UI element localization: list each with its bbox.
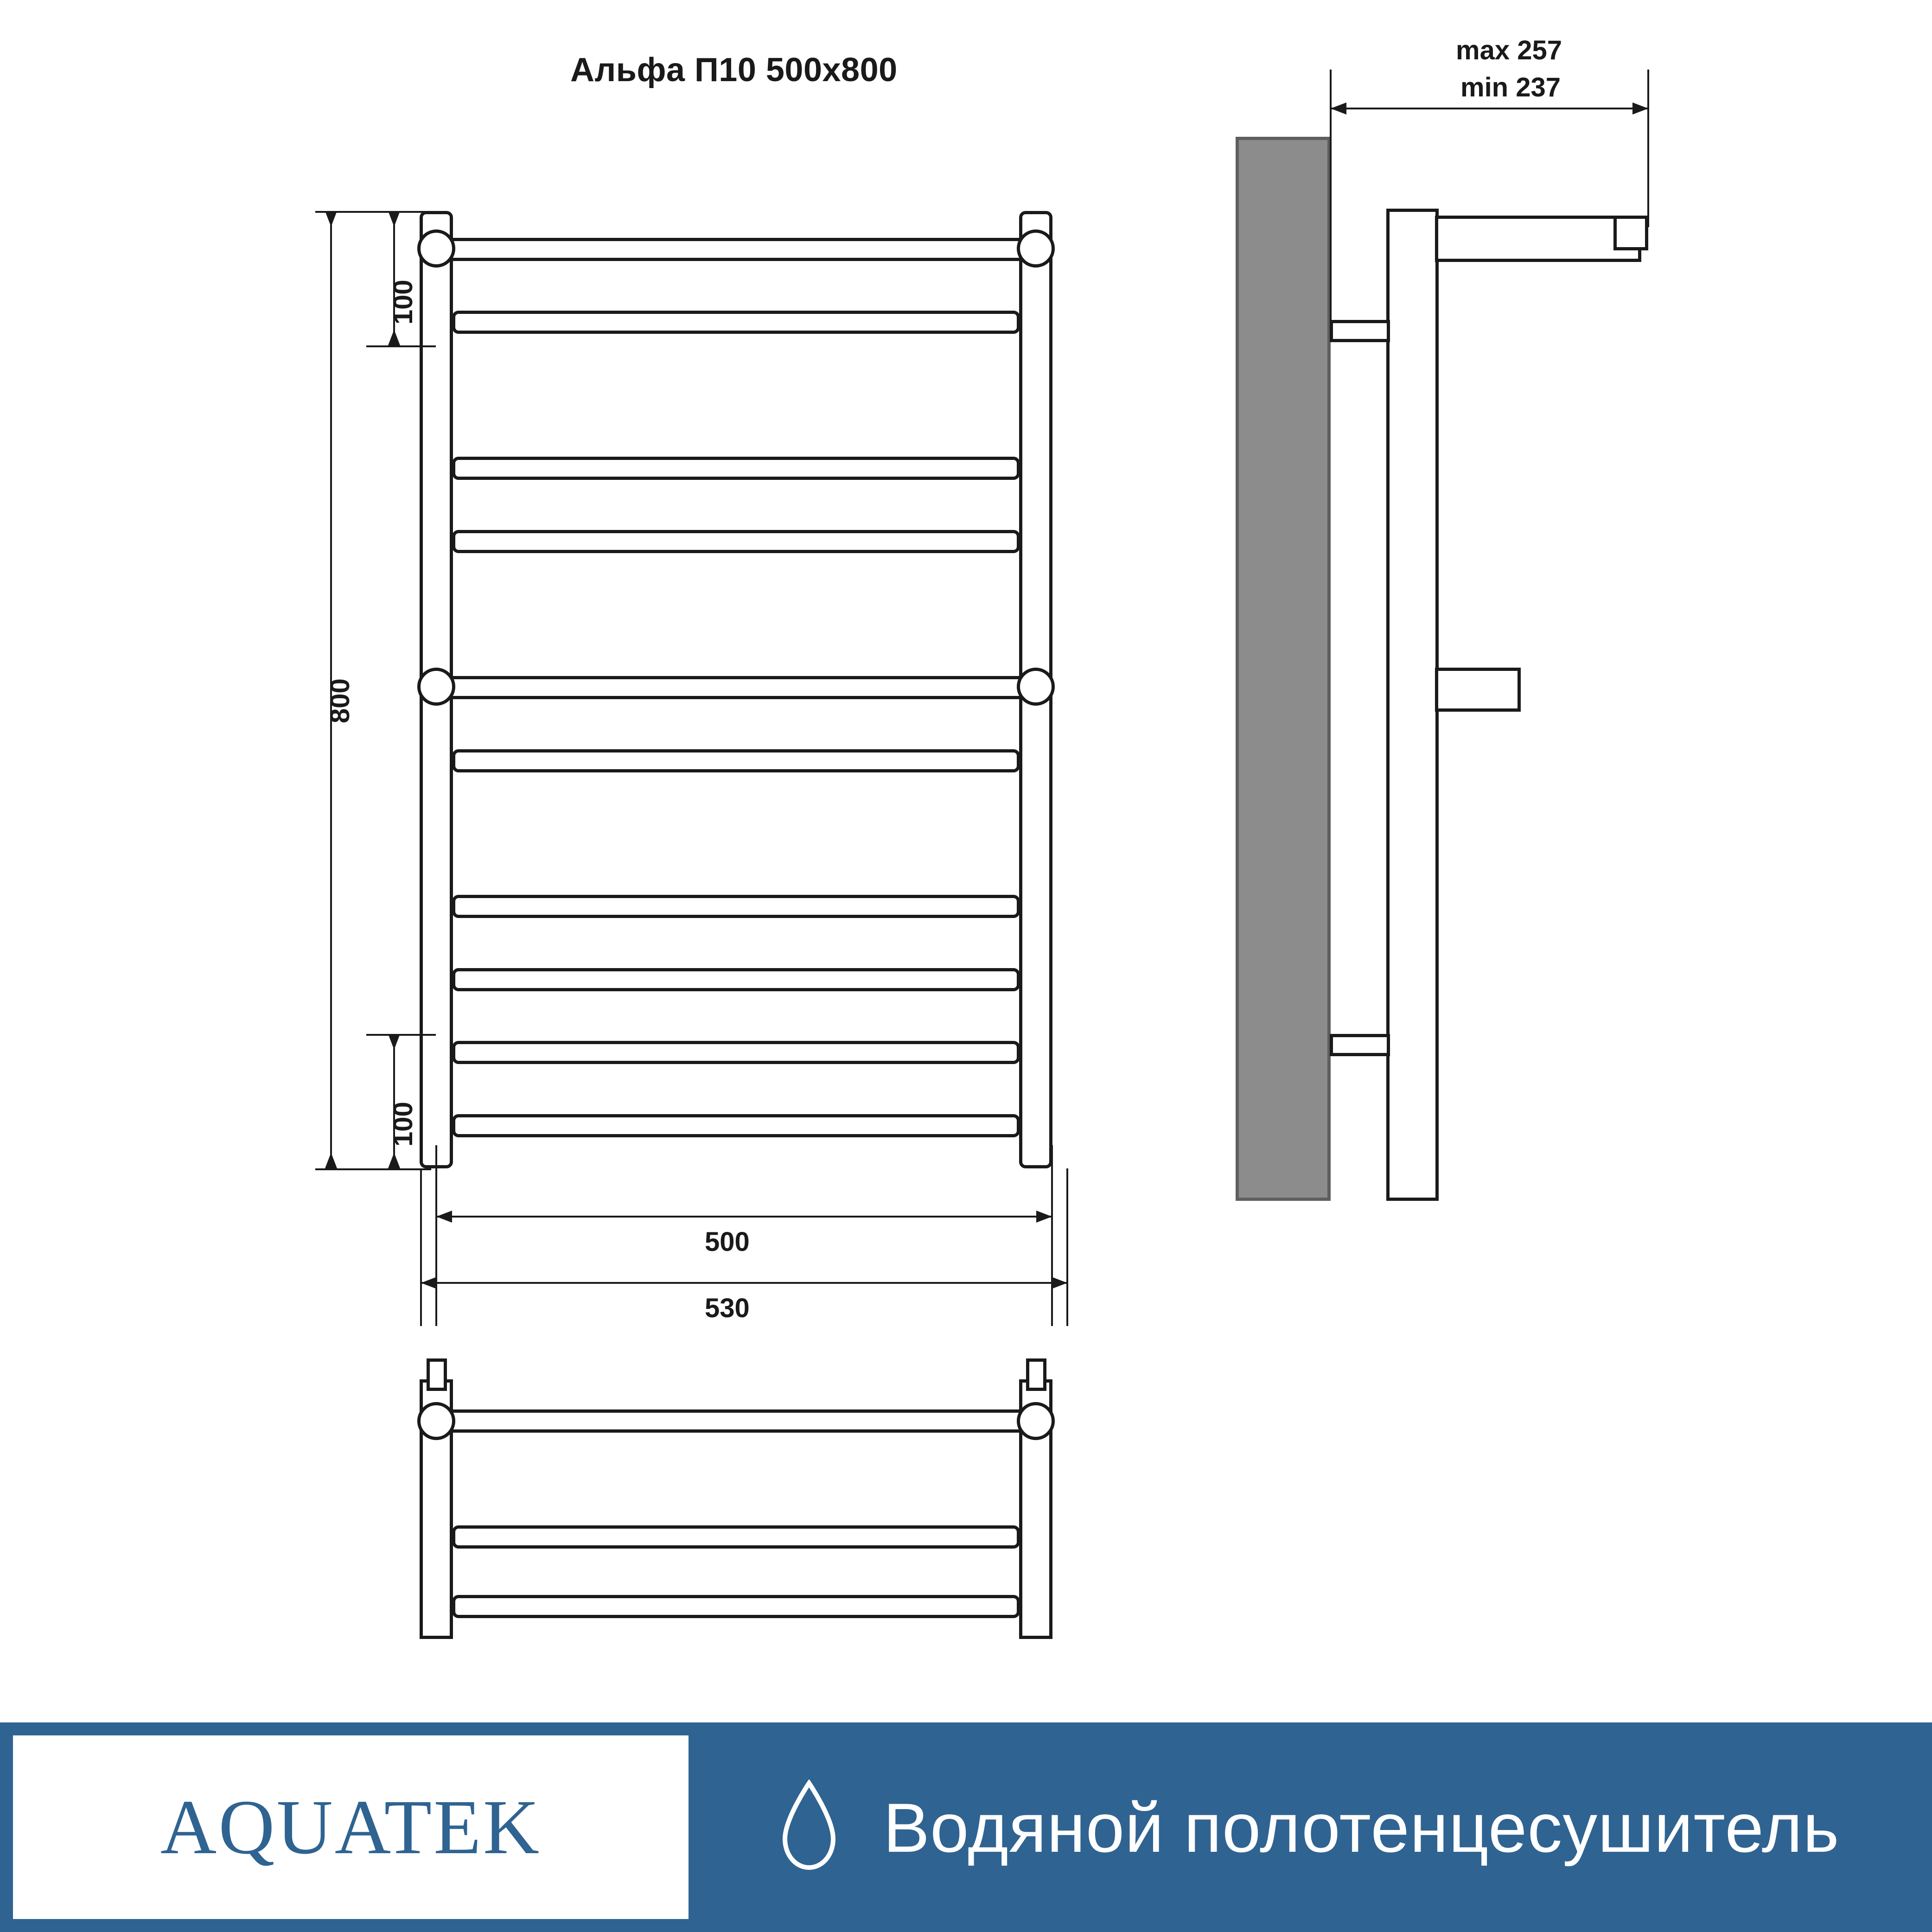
front-rung [452, 749, 1020, 772]
side-top-arm [1435, 216, 1641, 262]
side-bracket-lower [1330, 1034, 1390, 1056]
water-drop-icon [779, 1779, 839, 1872]
front-connector-mid-left [417, 668, 455, 706]
front-rung [452, 895, 1020, 918]
dim-width-530-line [421, 1282, 1067, 1284]
front-connector-mid-right [1017, 668, 1055, 706]
ext-line [435, 1145, 437, 1326]
dim-depth-max-label: max 257 [1456, 35, 1562, 65]
top-rung [452, 1525, 1020, 1549]
front-rung [436, 676, 1036, 699]
top-rung [436, 1409, 1036, 1433]
dim-arrow [325, 211, 337, 227]
dim-arrow [325, 1153, 337, 1168]
top-connector-right [1017, 1402, 1055, 1440]
dim-depth-line [1331, 108, 1648, 109]
dim-height-800-label: 800 [325, 678, 355, 723]
dim-width-530-label: 530 [705, 1293, 750, 1323]
front-rung [452, 1114, 1020, 1137]
dim-arrow [388, 1153, 400, 1168]
front-rung [452, 311, 1020, 334]
side-mid-arm [1435, 668, 1521, 712]
front-connector-top-left [417, 230, 455, 268]
dim-width-500-line [436, 1216, 1052, 1218]
dim-arrow [1331, 102, 1346, 115]
top-right-stub [1026, 1358, 1046, 1391]
dim-arrow [1036, 1211, 1052, 1223]
dim-width-500-label: 500 [705, 1227, 750, 1257]
front-rung [436, 238, 1036, 261]
dim-arrow [1052, 1277, 1067, 1289]
front-rung [452, 457, 1020, 480]
dim-arrow [421, 1277, 437, 1289]
dim-arrow [388, 1034, 400, 1050]
dim-arrow [1632, 102, 1648, 115]
dim-depth-min-label: min 237 [1460, 72, 1561, 102]
dim-arrow [388, 211, 400, 227]
page-title: Альфа П10 500x800 [570, 51, 898, 89]
brand-logo-box [13, 1735, 689, 1919]
side-top-arm-tip [1613, 216, 1648, 250]
ext-line [315, 1168, 431, 1170]
dim-top-100-line [393, 211, 395, 345]
ext-line [366, 1034, 436, 1036]
front-connector-top-right [1017, 230, 1055, 268]
dim-top-100-label: 100 [388, 280, 418, 325]
side-post [1386, 209, 1439, 1201]
front-rung [452, 1041, 1020, 1064]
side-wall [1236, 137, 1331, 1201]
dim-arrow [436, 1211, 452, 1223]
front-rung [452, 968, 1020, 991]
ext-line [1647, 70, 1649, 227]
ext-line [366, 345, 436, 347]
top-rung [452, 1595, 1020, 1618]
dim-arrow [388, 330, 400, 345]
ext-line [1066, 1168, 1068, 1326]
dim-bottom-100-line [393, 1034, 395, 1168]
top-left-stub [427, 1358, 447, 1391]
top-connector-left [417, 1402, 455, 1440]
front-rung [452, 530, 1020, 553]
ext-line [1051, 1145, 1053, 1326]
brand-logo-text: AQUATEK [160, 1784, 542, 1870]
side-bracket-upper [1330, 320, 1390, 342]
dim-bottom-100-label: 100 [388, 1102, 418, 1147]
ext-line [420, 1168, 422, 1326]
footer-caption: Водяной полотенцесушитель [883, 1789, 1840, 1867]
